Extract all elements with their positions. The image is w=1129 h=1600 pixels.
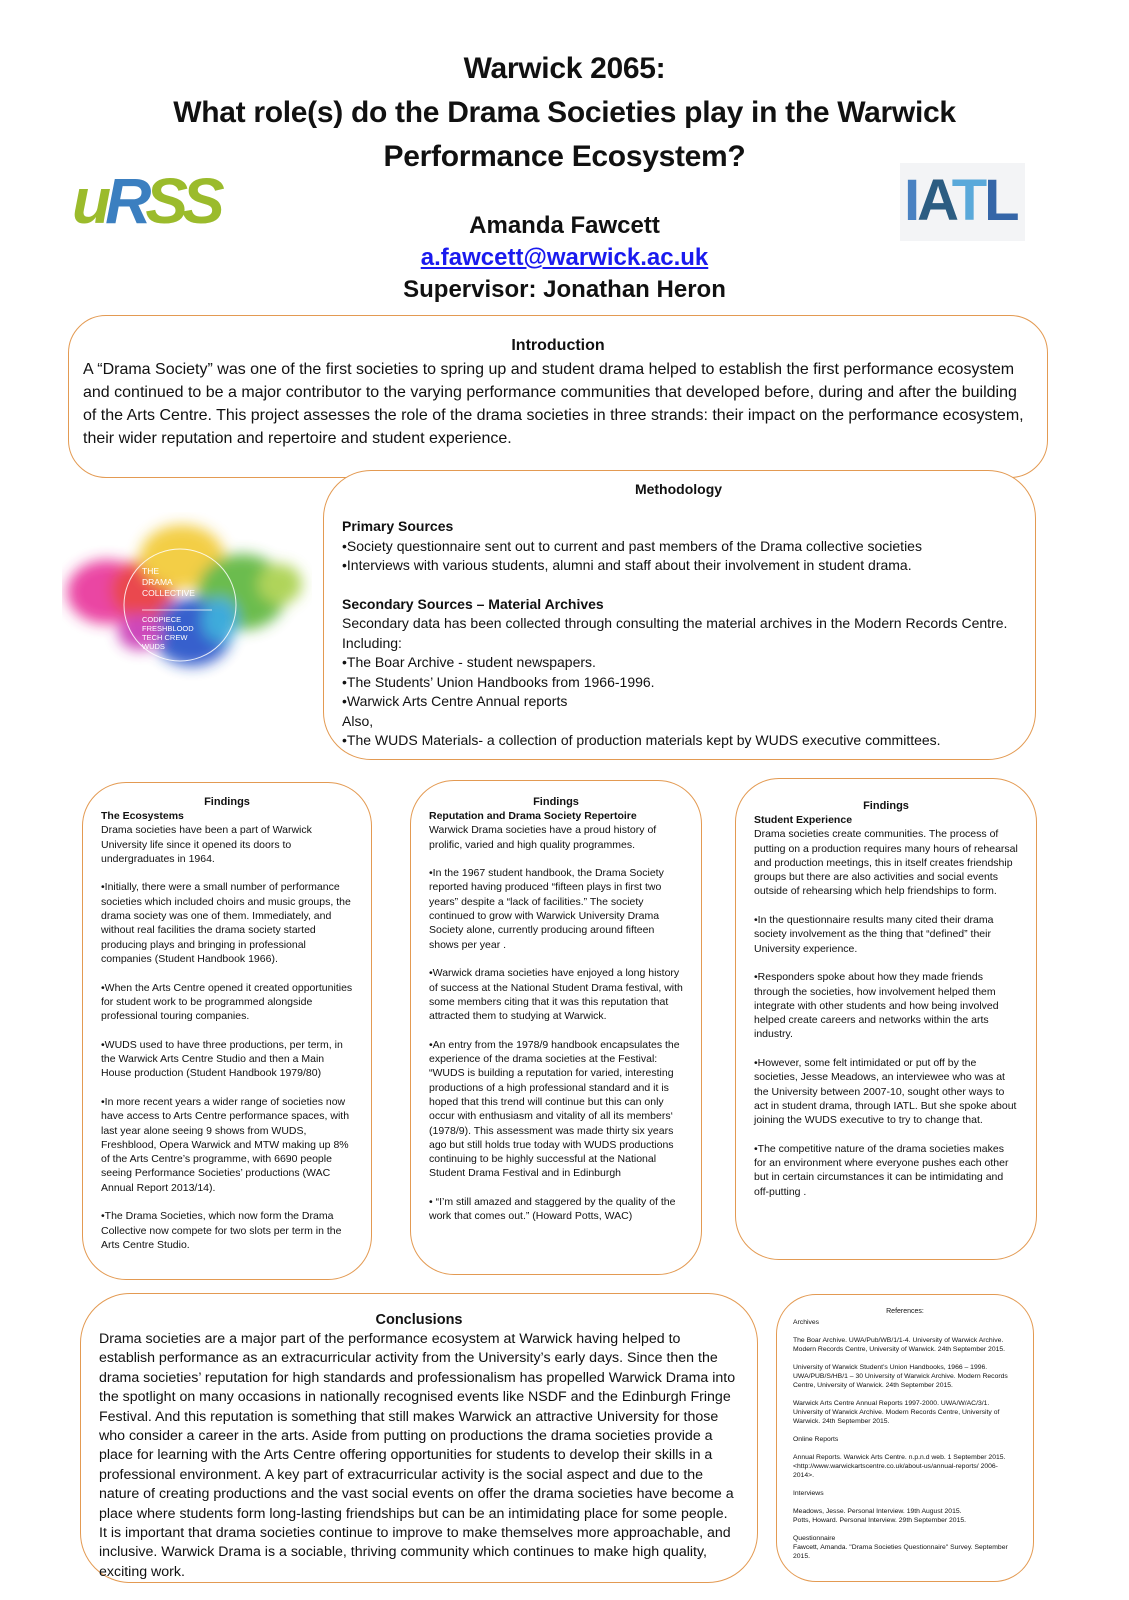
- findings-paragraph: •Responders spoke about how they made friends through the societies, how involvement helped them integrate with other students and how being involved helped create careers and networks within the arts industry.: [754, 971, 999, 1041]
- findings-paragraph: •The competitive nature of the drama societies makes for an environment where everyone pushes each other but in certain circumstances it can be intimidating and off-putting .: [754, 1142, 1009, 1198]
- secondary-source-item: •The Boar Archive - student newspapers.: [342, 654, 596, 670]
- reference-entry: Meadows, Jesse. Personal Interview. 19th August 2015.: [793, 1508, 962, 1515]
- urss-logo-ss: SS: [145, 165, 219, 237]
- findings-paragraph: • “I’m still amazed and staggered by the quality of the work that comes out.” (Howard Potts, WAC): [429, 1196, 676, 1223]
- primary-source-item: •Interviews with various students, alumni and staff about their involvement in student drama.: [342, 557, 912, 573]
- findings-title: Findings: [204, 796, 250, 808]
- logo-member-freshblood: FRESHBLOOD: [142, 624, 194, 633]
- references-section-heading: Questionnaire: [793, 1535, 836, 1542]
- author-block: [0, 210, 1129, 306]
- reference-entry: Annual Reports. Warwick Arts Centre. n.p.n.d web. 1 September 2015. <http://www.warwickartscentre.co.uk/about-us/annual-reports/ 2006-2014>.: [793, 1454, 1006, 1479]
- introduction-box: [68, 315, 1048, 478]
- findings-paragraph: •In more recent years a wider range of societies now have access to Arts Centre performance spaces, with last year alone seeing 9 shows from WUDS, Freshblood, Opera Warwick and MTW making up 8% of the Arts Centre’s programme, with 6690 people seeing Performance Societies’ productions (WAC Annual Report 2013/14).: [101, 1095, 350, 1194]
- secondary-sources-heading: Secondary Sources – Material Archives: [342, 595, 604, 612]
- findings-paragraph: •WUDS used to have three productions, per term, in the Warwick Arts Centre Studio and then a Main House production (Student Handbook 1979/80): [101, 1038, 343, 1080]
- logo-text-collective: COLLECTIVE: [142, 588, 195, 598]
- secondary-sources-also: Also,: [342, 712, 374, 729]
- references-title: References:: [886, 1308, 924, 1315]
- urss-logo-u: u: [72, 165, 106, 237]
- title-line-2: What role(s) do the Drama Societies play in the Warwick: [173, 96, 956, 129]
- findings-title: Findings: [863, 800, 909, 812]
- iatl-logo-l: L: [984, 168, 1017, 233]
- logo-member-tech-crew: TECH CREW: [142, 633, 188, 642]
- author-email-link[interactable]: a.fawcett@warwick.ac.uk: [420, 244, 709, 271]
- introduction-text: A “Drama Society” was one of the first societies to spring up and student drama helped to establish the first performance ecosystem and continued to be a major contributor to the varying performance communities that developed before, during and after the building of the Arts Centre. This project assesses the role of the drama societies in three strands: their impact on the performance ecosystem, their wider reputation and repertoire and student experience.: [83, 361, 1024, 447]
- primary-sources-heading: Primary Sources: [342, 518, 454, 534]
- findings-paragraph: •In the questionnaire results many cited their drama society involvement as the thing that “defined” their University experience.: [754, 914, 994, 955]
- author-name: Amanda Fawcett: [469, 212, 660, 239]
- findings-student-experience-box: [735, 778, 1037, 1260]
- reference-entry: Potts, Howard. Personal Interview. 29th September 2015.: [793, 1517, 967, 1524]
- drama-collective-logo: [62, 512, 312, 692]
- logo-text-the: THE: [142, 566, 159, 576]
- reference-entry: The Boar Archive. UWA/Pub/WB/1/1-4. University of Warwick Archive. Modern Records Centre, University of Warwick. 24th September 2015.: [793, 1337, 1006, 1353]
- findings-paragraph: Drama societies have been a part of Warwick University life since it opened its doors to undergraduates in 1964.: [101, 824, 312, 865]
- logo-text-drama: DRAMA: [142, 577, 173, 587]
- iatl-logo-t: T: [951, 168, 985, 233]
- findings-paragraph: •An entry from the 1978/9 handbook encapsulates the experience of the drama societies at the Festival: “WUDS is building a reputation for varied, interesting productions of a high professional standard and it is hoped that this trend will continue but this can only occur with enthusiasm and vitality of all its members‘ (1978/9). This assessment was made thirty six years ago but still holds true today with WUDS productions continuing to be highly successful at the National Student Drama Festival and in Edinburgh: [429, 1038, 680, 1180]
- title-line-1: Warwick 2065:: [463, 52, 666, 85]
- references-section-heading: Online Reports: [793, 1436, 839, 1443]
- conclusions-title: Conclusions: [375, 1312, 463, 1328]
- findings-paragraph: •Warwick drama societies have enjoyed a long history of success at the National Student Drama festival, with some members citing that it was this reputation that attracted them to studying at Warwick.: [429, 967, 683, 1023]
- references-box: [776, 1294, 1034, 1582]
- supervisor: Supervisor: Jonathan Heron: [403, 276, 726, 303]
- secondary-sources-intro: Secondary data has been collected through consulting the material archives in the Modern Records Centre. Including:: [342, 615, 1008, 651]
- findings-ecosystems-box: [82, 782, 372, 1280]
- logo-member-codpiece: CODPIECE: [142, 615, 182, 624]
- findings-paragraph: Warwick Drama societies have a proud history of prolific, varied and high quality programmes.: [429, 824, 657, 851]
- paint-splash-lime: [258, 564, 302, 604]
- introduction-title: Introduction: [511, 337, 605, 354]
- poster-title: [0, 47, 1129, 179]
- secondary-source-item: •Warwick Arts Centre Annual reports: [342, 693, 568, 709]
- references-section-heading: Interviews: [793, 1490, 824, 1497]
- reference-entry: University of Warwick Student’s Union Handbooks, 1966 – 1996. UWA/PUB/S/HB/1 – 30 University of Warwick Archive. Modern Records Centre, University of Warwick. 24th September 2015.: [793, 1364, 1008, 1389]
- findings-subtitle: Reputation and Drama Society Repertoire: [429, 810, 637, 822]
- reference-entry: Warwick Arts Centre Annual Reports 1997-2000. UWA/W/AC/3/1. University of Warwick Archive. Modern Records Centre, University of Warwick. 24th September 2015.: [793, 1400, 1000, 1425]
- findings-paragraph: •Initially, there were a small number of performance societies which included choirs and music groups, the drama society was one of them. Immediately, and without real facilities the drama society started producing plays and bringing in professional companies (Student Handbook 1966).: [101, 881, 351, 965]
- findings-paragraph: Drama societies create communities. The process of putting on a production requires many hours of rehearsal and production meetings, this in itself creates friendship groups but there are also activities and social events outside of rehearsing which help friendships to form.: [754, 828, 1018, 898]
- logo-member-wuds: WUDS: [142, 642, 165, 651]
- reference-entry: Fawcett, Amanda. "Drama Societies Questionnaire" Survey. September 2015.: [793, 1544, 1008, 1560]
- secondary-source-extra: •The WUDS Materials- a collection of production materials kept by WUDS executive committees.: [342, 732, 941, 748]
- findings-paragraph: •However, some felt intimidated or put off by the societies, Jesse Meadows, an interviewee who was at the University between 2007-10, sought other ways to act in student drama, through IATL. But she spoke about joining the WUDS executive to try to change that.: [754, 1057, 1017, 1127]
- findings-subtitle: Student Experience: [754, 814, 853, 826]
- findings-reputation-box: [410, 780, 702, 1275]
- title-line-3: Performance Ecosystem?: [383, 140, 746, 173]
- findings-paragraph: •The Drama Societies, which now form the Drama Collective now compete for two slots per term in the Arts Centre Studio.: [101, 1210, 342, 1251]
- methodology-box: [323, 470, 1036, 760]
- references-section-heading: Archives: [793, 1319, 820, 1326]
- primary-source-item: •Society questionnaire sent out to current and past members of the Drama collective societies: [342, 537, 922, 554]
- conclusions-text: Drama societies are a major part of the performance ecosystem at Warwick having helped to establish performance as an extracurricular activity from the University’s early days. Since then the drama societies’ reputation for high standards and professionalism has propelled Warwick Drama into the spotlight on many occasions in nationally recognised events like NSDF and the Edinburgh Fringe Festival. And this reputation is something that still makes Warwick an attractive University for those who consider a career in the arts. Aside from putting on productions the drama societies provide a place for learning with the Arts Centre offering opportunities for students to develop their skills in a professional environment. A key part of extracurricular activity is the social aspect and due to the nature of creating productions and the vast social events on offer the drama societies have become a place where students form long-lasting friendships but can be an intimidating place for some people. It is important that drama societies continue to improve to make themselves more approachable, and inclusive. Warwick Drama is a sociable, thriving community which continues to make high quality, exciting work.: [99, 1331, 736, 1580]
- findings-subtitle: The Ecosystems: [101, 810, 184, 822]
- paint-splash-cyan: [202, 598, 238, 642]
- findings-paragraph: •When the Arts Centre opened it created opportunities for student work to be programmed alongside professional touring companies.: [101, 981, 353, 1023]
- iatl-logo-a: A: [917, 168, 952, 233]
- findings-paragraph: •In the 1967 student handbook, the Drama Society reported having produced “fifteen plays in first two years” despite a “lack of facilities.” The society continued to grow with Warwick University Drama Society alone, currently producing around fifteen shows per year .: [429, 867, 664, 951]
- iatl-logo-i: I: [904, 168, 918, 233]
- secondary-source-item: •The Students’ Union Handbooks from 1966-1996.: [342, 673, 655, 690]
- findings-title: Findings: [533, 796, 579, 808]
- urss-logo-r: R: [105, 165, 146, 237]
- conclusions-box: [80, 1293, 758, 1583]
- methodology-title: Methodology: [634, 481, 723, 497]
